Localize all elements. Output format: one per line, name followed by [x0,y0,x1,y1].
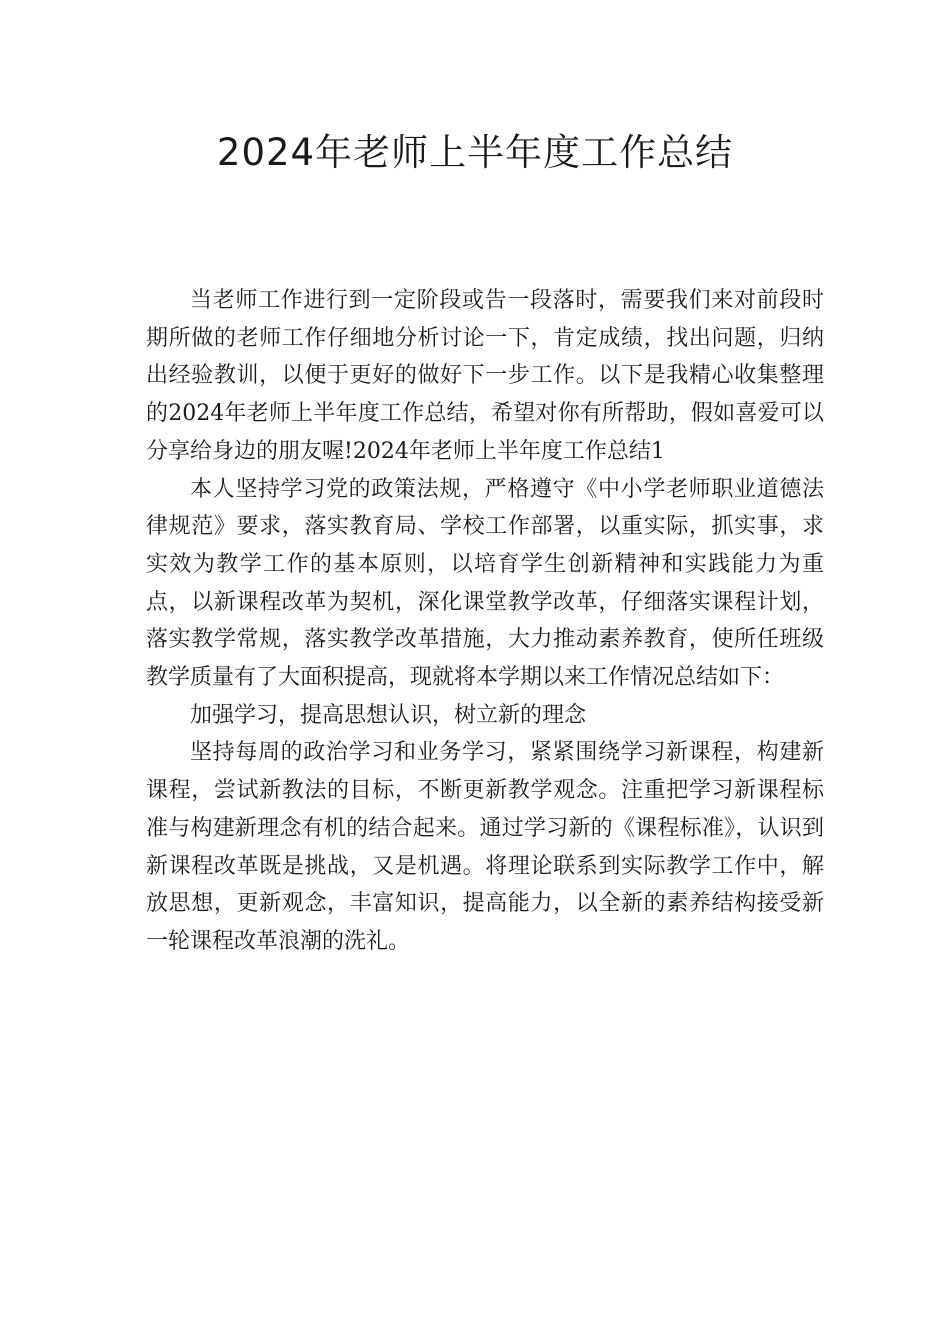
document-title: 2024年老师上半年度工作总结 [216,131,734,174]
section-heading: 加强学习，提高思想认识，树立新的理念 [190,702,587,728]
paragraph-study: 坚持每周的政治学习和业务学习，紧紧围绕学习新课程，构建新课程，尝试新教法的目标，不断更新教学观念。注重把学习新课程标准与构建新理念有机的结合起来。通过学习新的《课程标准》，认识到新课程改革既是挑战，又是机遇。将理论联系到实际教学工作中，解放思想，更新观念，丰富知识，提高能力，以全新的素养结构接受新一轮课程改革浪潮的洗礼。 [146,740,824,954]
paragraph-intro: 当老师工作进行到一定阶段或告一段落时，需要我们来对前段时期所做的老师工作仔细地分析讨论一下，肯定成绩，找出问题，归纳出经验教训，以便于更好的做好下一步工作。以下是我精心收集整理的2024年老师上半年度工作总结，希望对你有所帮助，假如喜爱可以分享给身边的朋友喔!2024年老师上半年度工作总结1 [146,288,824,464]
document-body [146,282,824,961]
paragraph-overview: 本人坚持学习党的政策法规，严格遵守《中小学老师职业道德法律规范》要求，落实教育局、学校工作部署，以重实际，抓实事，求实效为教学工作的基本原则，以培育学生创新精神和实践能力为重点，以新课程改革为契机，深化课堂教学改革，仔细落实课程计划，落实教学常规，落实教学改革措施，大力推动素养教育，使所任班级教学质量有了大面积提高，现就将本学期以来工作情况总结如下： [146,476,824,691]
